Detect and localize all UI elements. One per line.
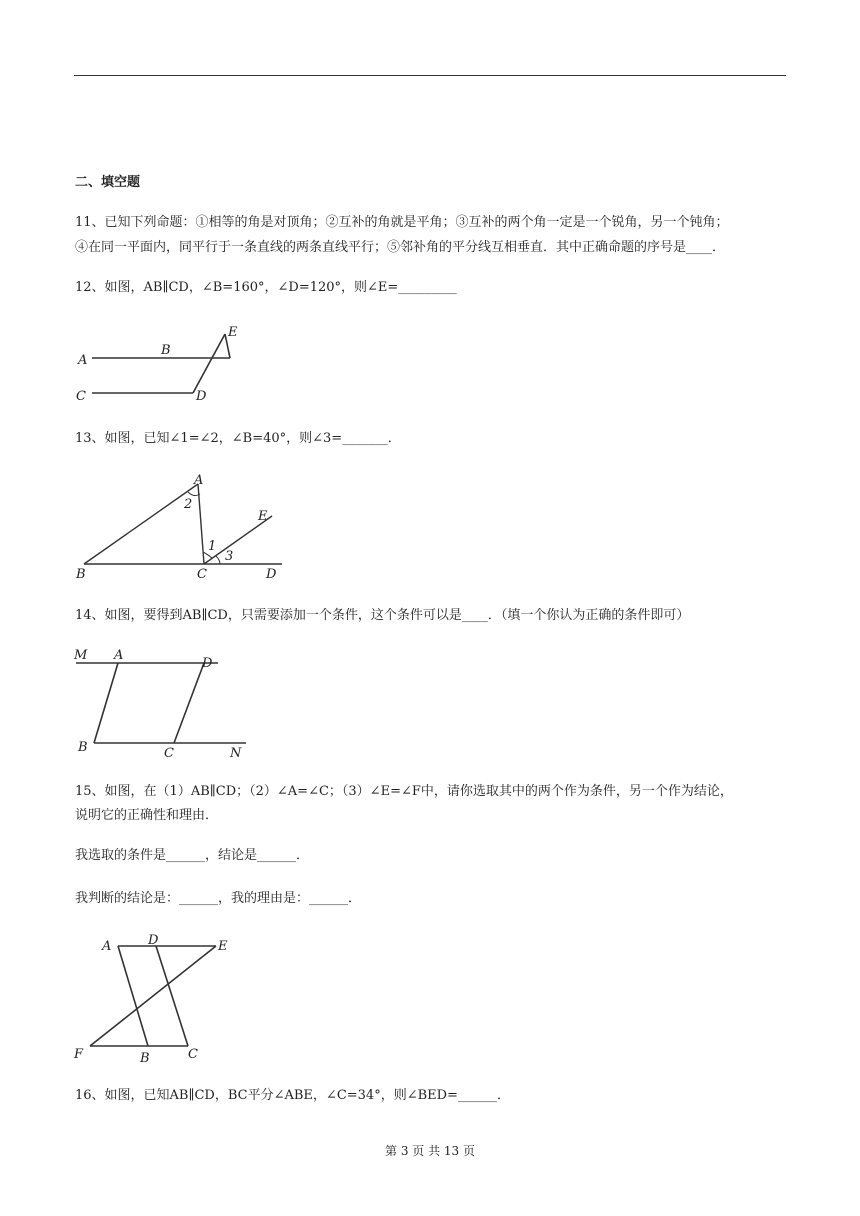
q15-label-d: D — [148, 933, 159, 948]
q13-label-c: C — [197, 567, 207, 582]
q13-arc-3 — [216, 556, 220, 564]
q15-label-a: A — [102, 939, 112, 954]
q12-text: 12、如图，AB∥CD，∠B=160°，∠D=120°，则∠E=_________ — [75, 280, 457, 295]
q13-text: 13、如图，已知∠1=∠2，∠B=40°，则∠3=_______． — [75, 431, 401, 446]
q12-label-e: E — [228, 325, 238, 340]
q12-label-c: C — [76, 389, 86, 404]
q15-label-c: C — [188, 1047, 198, 1062]
q15-line4: 我判断的结论是：______，我的理由是：______． — [75, 891, 362, 906]
q12-label-d: D — [196, 389, 207, 404]
q13-label-b: B — [76, 567, 86, 582]
q14-label-m: M — [74, 648, 88, 663]
q11-line1: 11、已知下列命题：①相等的角是对顶角；②互补的角就是平角；③互补的两个角一定是一个锐角，另一个钝角； — [75, 215, 729, 230]
q12-figure — [70, 320, 250, 410]
q14-figure — [70, 645, 260, 765]
q14-label-b: B — [78, 740, 88, 755]
q15-line-dc — [156, 946, 188, 1046]
q15-figure — [70, 930, 240, 1065]
header-rule — [74, 75, 786, 76]
q13-label-a: A — [194, 473, 204, 488]
q15-label-f: F — [74, 1047, 84, 1062]
q15-label-b: B — [140, 1051, 150, 1066]
q12-label-a: A — [78, 353, 88, 368]
q13-figure — [70, 470, 290, 585]
q14-label-n: N — [230, 746, 242, 761]
page-footer: 第 3 页 共 13 页 — [385, 1144, 475, 1158]
q15-line1: 15、如图，在（1）AB∥CD；（2）∠A=∠C；（3）∠E=∠F中，请你选取其中的两个作为条件，另一个作为结论， — [75, 784, 733, 799]
q14-line-ab — [94, 663, 118, 743]
q14-line-dc — [174, 663, 204, 743]
section-heading: 二、填空题 — [75, 175, 141, 190]
q15-line3: 我选取的条件是______，结论是______． — [75, 848, 310, 863]
q12-label-b: B — [161, 343, 171, 358]
q15-line-ef — [90, 946, 216, 1046]
q14-label-d: D — [202, 656, 213, 671]
q13-label-2: 2 — [184, 497, 193, 512]
q16-text: 16、如图，已知AB∥CD，BC平分∠ABE，∠C=34°，则∠BED=______． — [75, 1088, 510, 1103]
q12-line-ed — [193, 334, 225, 393]
q13-label-3: 3 — [225, 549, 234, 564]
q14-label-a: A — [114, 648, 124, 663]
q15-label-e: E — [218, 939, 228, 954]
q13-label-e: E — [258, 509, 268, 524]
q15-line-ab — [118, 946, 148, 1046]
q13-label-1: 1 — [208, 539, 217, 554]
q14-text: 14、如图，要得到AB∥CD，只需要添加一个条件，这个条件可以是____．（填一个你认为正确的条件即可） — [75, 608, 690, 623]
q14-label-c: C — [164, 746, 174, 761]
q15-line2: 说明它的正确性和理由． — [75, 808, 219, 823]
q13-line-ba — [84, 484, 198, 564]
q11-line2: ④在同一平面内，同平行于一条直线的两条直线平行；⑤邻补角的平分线互相垂直．其中正确命题的序号是____． — [75, 240, 726, 255]
q13-label-d: D — [266, 567, 277, 582]
